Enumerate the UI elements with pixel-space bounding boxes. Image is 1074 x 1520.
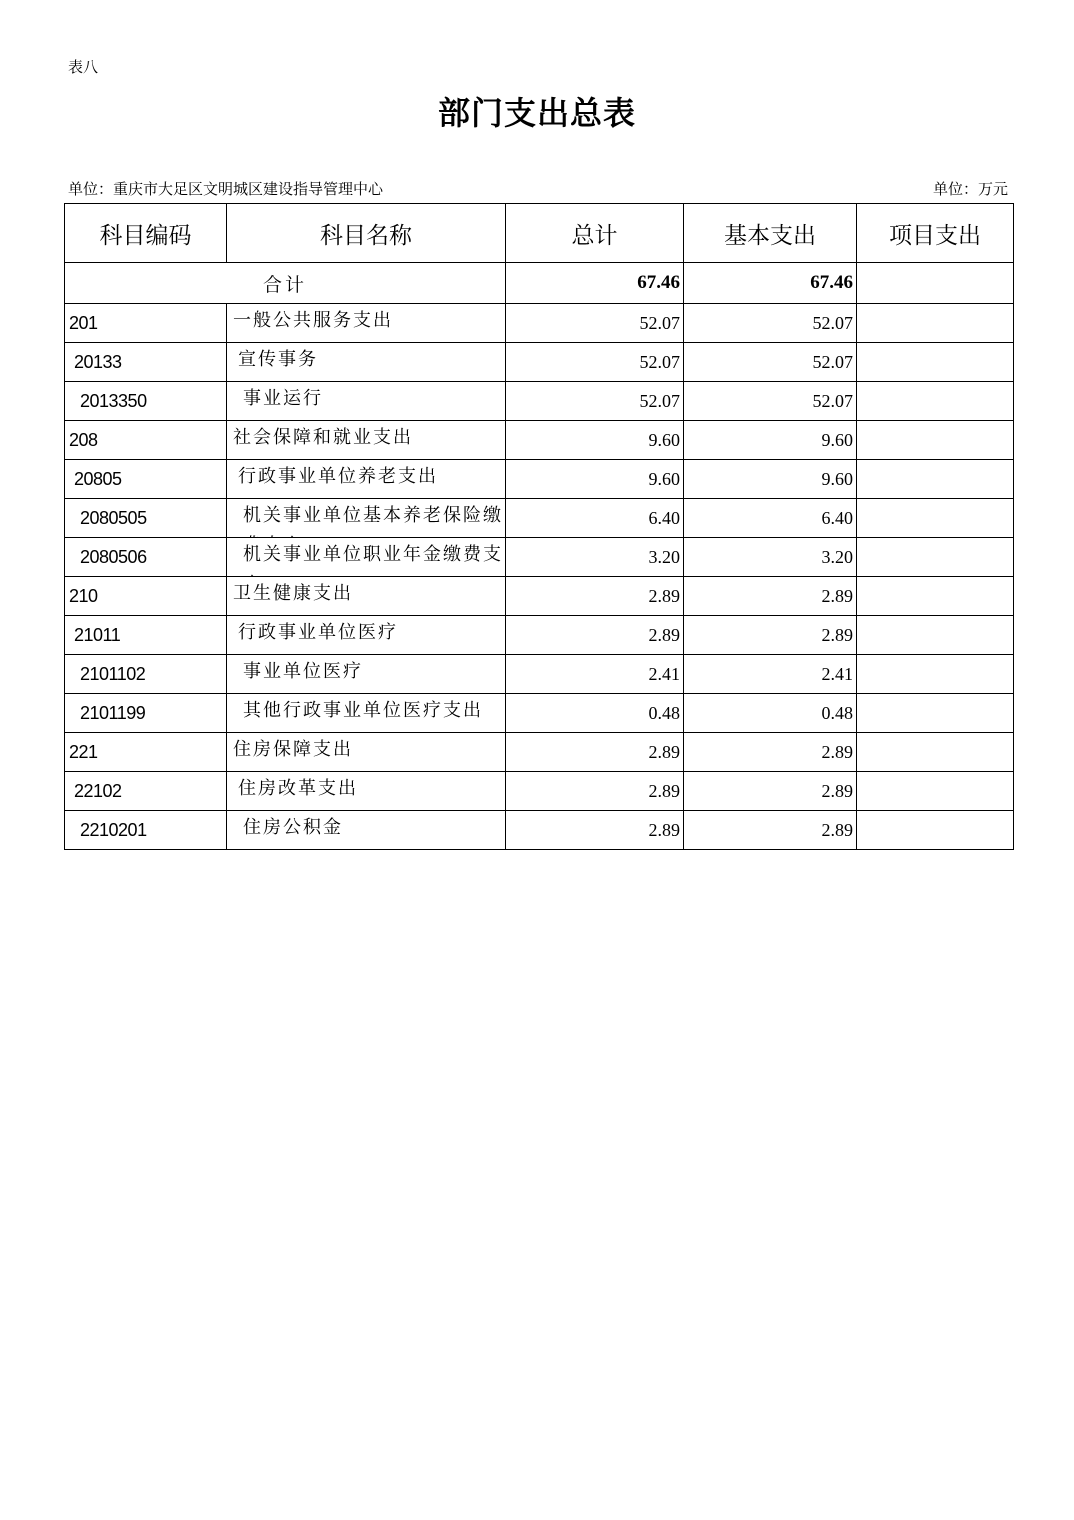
row-code: 2210201	[65, 811, 227, 850]
row-total: 9.60	[506, 460, 684, 499]
row-name-text: 事业单位医疗	[243, 661, 363, 682]
row-project	[857, 655, 1014, 694]
row-code: 20133	[65, 343, 227, 382]
unit-currency: 单位：万元	[932, 180, 1008, 198]
row-name	[227, 694, 506, 733]
row-code: 21011	[65, 616, 227, 655]
table-row	[65, 499, 1014, 538]
row-name	[227, 382, 506, 421]
row-code: 208	[65, 421, 227, 460]
row-name	[227, 343, 506, 382]
table-row	[65, 772, 1014, 811]
row-name	[227, 577, 506, 616]
row-project	[857, 460, 1014, 499]
table-row	[65, 811, 1014, 850]
row-total: 2.89	[506, 772, 684, 811]
row-total: 52.07	[506, 382, 684, 421]
row-name-text: 行政事业单位养老支出	[238, 466, 438, 487]
header-total: 总计	[506, 204, 684, 263]
row-basic: 6.40	[684, 499, 857, 538]
row-name-text: 机关事业单位基本养老保险缴	[243, 505, 503, 526]
header-row	[65, 204, 1014, 263]
row-code: 20805	[65, 460, 227, 499]
row-project	[857, 616, 1014, 655]
row-code: 22102	[65, 772, 227, 811]
header-name: 科目名称	[227, 204, 506, 263]
total-row	[65, 263, 1014, 304]
row-total: 9.60	[506, 421, 684, 460]
row-name	[227, 421, 506, 460]
page-title: 部门支出总表	[437, 94, 636, 132]
row-name	[227, 538, 506, 577]
row-name-text: 一般公共服务支出	[233, 310, 393, 331]
row-project	[857, 304, 1014, 343]
table-row	[65, 538, 1014, 577]
row-code: 2080505	[65, 499, 227, 538]
row-basic: 52.07	[684, 304, 857, 343]
row-total: 52.07	[506, 304, 684, 343]
table-row	[65, 616, 1014, 655]
row-code: 2101102	[65, 655, 227, 694]
row-total: 2.41	[506, 655, 684, 694]
table-row	[65, 382, 1014, 421]
row-basic: 2.89	[684, 577, 857, 616]
row-project	[857, 733, 1014, 772]
row-project	[857, 811, 1014, 850]
row-total: 6.40	[506, 499, 684, 538]
row-name-text: 住房保障支出	[233, 739, 353, 760]
table-row	[65, 694, 1014, 733]
row-basic: 0.48	[684, 694, 857, 733]
row-name	[227, 499, 506, 538]
table-row	[65, 343, 1014, 382]
row-name-text: 其他行政事业单位医疗支出	[243, 700, 483, 721]
expenditure-table	[64, 203, 1014, 850]
total-label: 合计	[65, 263, 506, 304]
row-name	[227, 460, 506, 499]
row-project	[857, 421, 1014, 460]
row-code: 201	[65, 304, 227, 343]
row-code: 2080506	[65, 538, 227, 577]
table-row	[65, 655, 1014, 694]
row-name	[227, 655, 506, 694]
row-name	[227, 811, 506, 850]
row-name-text: 宣传事务	[238, 349, 318, 370]
row-basic: 2.89	[684, 811, 857, 850]
row-total: 0.48	[506, 694, 684, 733]
row-code: 2101199	[65, 694, 227, 733]
row-project	[857, 538, 1014, 577]
total-sum: 67.46	[506, 263, 684, 304]
row-project	[857, 772, 1014, 811]
row-total: 3.20	[506, 538, 684, 577]
row-project	[857, 382, 1014, 421]
row-project	[857, 694, 1014, 733]
table-row	[65, 304, 1014, 343]
sheet-label: 表八	[68, 58, 99, 76]
row-basic: 9.60	[684, 421, 857, 460]
row-name-text: 卫生健康支出	[233, 583, 353, 604]
row-basic: 2.89	[684, 733, 857, 772]
row-name	[227, 733, 506, 772]
row-name-text: 行政事业单位医疗	[238, 622, 398, 643]
row-name	[227, 772, 506, 811]
row-total: 52.07	[506, 343, 684, 382]
row-name	[227, 304, 506, 343]
row-name-text: 事业运行	[243, 388, 323, 409]
row-total: 2.89	[506, 811, 684, 850]
table-row	[65, 733, 1014, 772]
row-name-text: 住房改革支出	[238, 778, 358, 799]
row-name-text: 社会保障和就业支出	[233, 427, 413, 448]
row-basic: 52.07	[684, 382, 857, 421]
row-code: 210	[65, 577, 227, 616]
row-project	[857, 577, 1014, 616]
total-basic: 67.46	[684, 263, 857, 304]
row-name-text: 住房公积金	[243, 817, 343, 838]
table-row	[65, 577, 1014, 616]
header-code: 科目编码	[65, 204, 227, 263]
row-project	[857, 343, 1014, 382]
row-basic: 9.60	[684, 460, 857, 499]
unit-organization: 单位：重庆市大足区文明城区建设指导管理中心	[68, 180, 384, 198]
row-project	[857, 499, 1014, 538]
row-basic: 3.20	[684, 538, 857, 577]
row-basic: 2.41	[684, 655, 857, 694]
table-row	[65, 460, 1014, 499]
row-basic: 52.07	[684, 343, 857, 382]
row-name-text: 机关事业单位职业年金缴费支	[243, 544, 503, 565]
row-total: 2.89	[506, 577, 684, 616]
header-project: 项目支出	[857, 204, 1014, 263]
total-project	[857, 263, 1014, 304]
row-total: 2.89	[506, 733, 684, 772]
row-basic: 2.89	[684, 772, 857, 811]
row-code: 221	[65, 733, 227, 772]
table-row	[65, 421, 1014, 460]
header-basic: 基本支出	[684, 204, 857, 263]
row-total: 2.89	[506, 616, 684, 655]
row-code: 2013350	[65, 382, 227, 421]
row-name	[227, 616, 506, 655]
row-basic: 2.89	[684, 616, 857, 655]
